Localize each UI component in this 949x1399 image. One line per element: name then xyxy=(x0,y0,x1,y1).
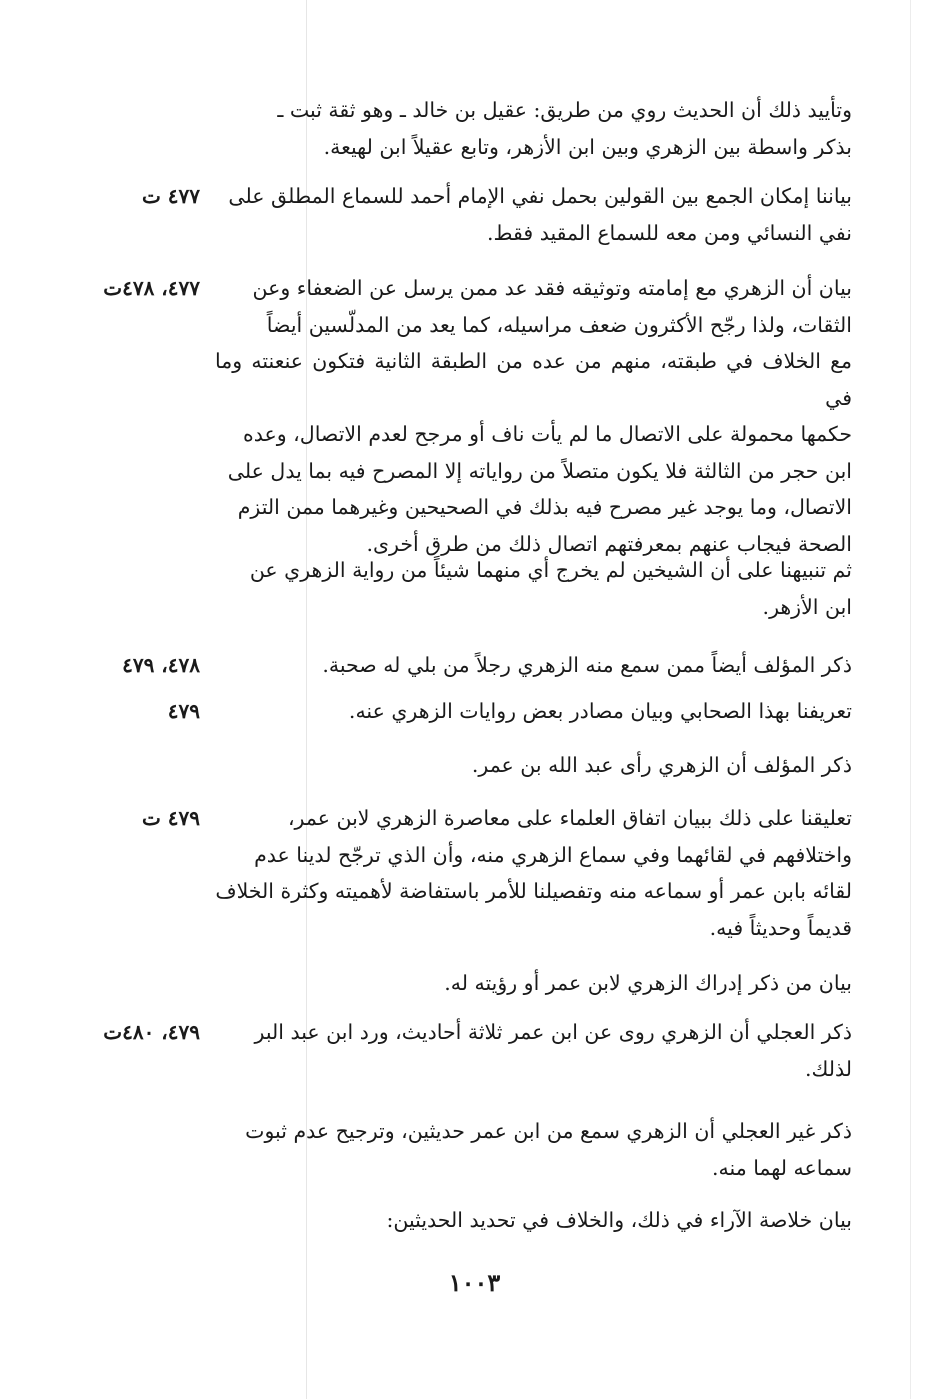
page-edge-line xyxy=(910,0,911,1399)
entry-page-ref: ٤٧٩ ت xyxy=(141,806,200,830)
entry-text: ذكر المؤلف أن الزهري رأى عبد الله بن عمر. xyxy=(471,753,852,777)
entry-text: ذكر غير العجلي أن الزهري سمع من ابن عمر حديثين، وترجيح عدم ثبوت سماعه لهما منه. xyxy=(245,1119,852,1180)
entry-text: ذكر العجلي أن الزهري روى عن ابن عمر ثلاثة أحاديث، ورد ابن عبد البر لذلك. xyxy=(254,1020,852,1081)
entry-page-ref: ٤٧٨، ٤٧٩ xyxy=(122,653,200,677)
entry-text: ذكر المؤلف أيضاً ممن سمع منه الزهري رجلاً من بلي له صحبة. xyxy=(322,653,852,677)
entry-text: وتأييد ذلك أن الحديث روي من طريق: عقيل بن خالد ـ وهو ثقة ثبت ـ بذكر واسطة بين الزهري وبين ابن الأزهر، وتابع عقيلاً ابن لهيعة. xyxy=(277,98,852,159)
entry-text: بيان أن الزهري مع إمامته وتوثيقه فقد عد ممن يرسل عن الضعفاء وعن الثقات، ولذا رجّح الأكثرون ضعف مراسيله، كما يعد من المدلّسين أيضاً مع الخلاف في طبقته، منهم من عده من الطبقة الثانية فتكون عنعنته وما في حكمها محمولة على الاتصال ما لم يأت ناف أو مرجح لعدم الاتصال، وعده ابن حجر من الثالثة فلا يكون متصلاً من رواياته إلا المصرح فيه بما يدل على الاتصال، وما يوجد غير مصرح فيه بذلك في الصحيحين وغيرهما ممن التزم الصحة فيجاب عنهم بمعرفتهم اتصال ذلك من طرق أخرى. xyxy=(215,276,852,556)
entry-text: بيان خلاصة الآراء في ذلك، والخلاف في تحديد الحديثين: xyxy=(386,1208,852,1232)
entry-text: ثم تنبيهنا على أن الشيخين لم يخرج أي منهما شيئاً من رواية الزهري عن ابن الأزهر. xyxy=(249,558,852,619)
page-number: ١٠٠٣ xyxy=(448,1268,501,1297)
entry-text: بياننا إمكان الجمع بين القولين بحمل نفي الإمام أحمد للسماع المطلق على نفي النسائي ومن معه للسماع المقيد فقط. xyxy=(228,184,852,245)
entry-text: تعريفنا بهذا الصحابي وبيان مصادر بعض روايات الزهري عنه. xyxy=(348,699,852,723)
entry-page-ref: ٤٧٩ xyxy=(167,699,200,723)
entry-text: بيان من ذكر إدراك الزهري لابن عمر أو رؤيته له. xyxy=(444,971,852,995)
entry-page-ref: ٤٧٧، ٤٧٨ت xyxy=(103,276,200,300)
entry-page-ref: ٤٧٩، ٤٨٠ت xyxy=(103,1020,200,1044)
entry-page-ref: ٤٧٧ ت xyxy=(141,184,200,208)
entry-text: تعليقنا على ذلك ببيان اتفاق العلماء على معاصرة الزهري لابن عمر، واختلافهم في لقائهما وفي سماع الزهري منه، وأن الذي ترجّح لدينا عدم لقائه بابن عمر أو سماعه منه وتفصيلنا للأمر باستفاضة لأهميته وكثرة الخلاف قديماً وحديثاً فيه. xyxy=(215,806,852,940)
